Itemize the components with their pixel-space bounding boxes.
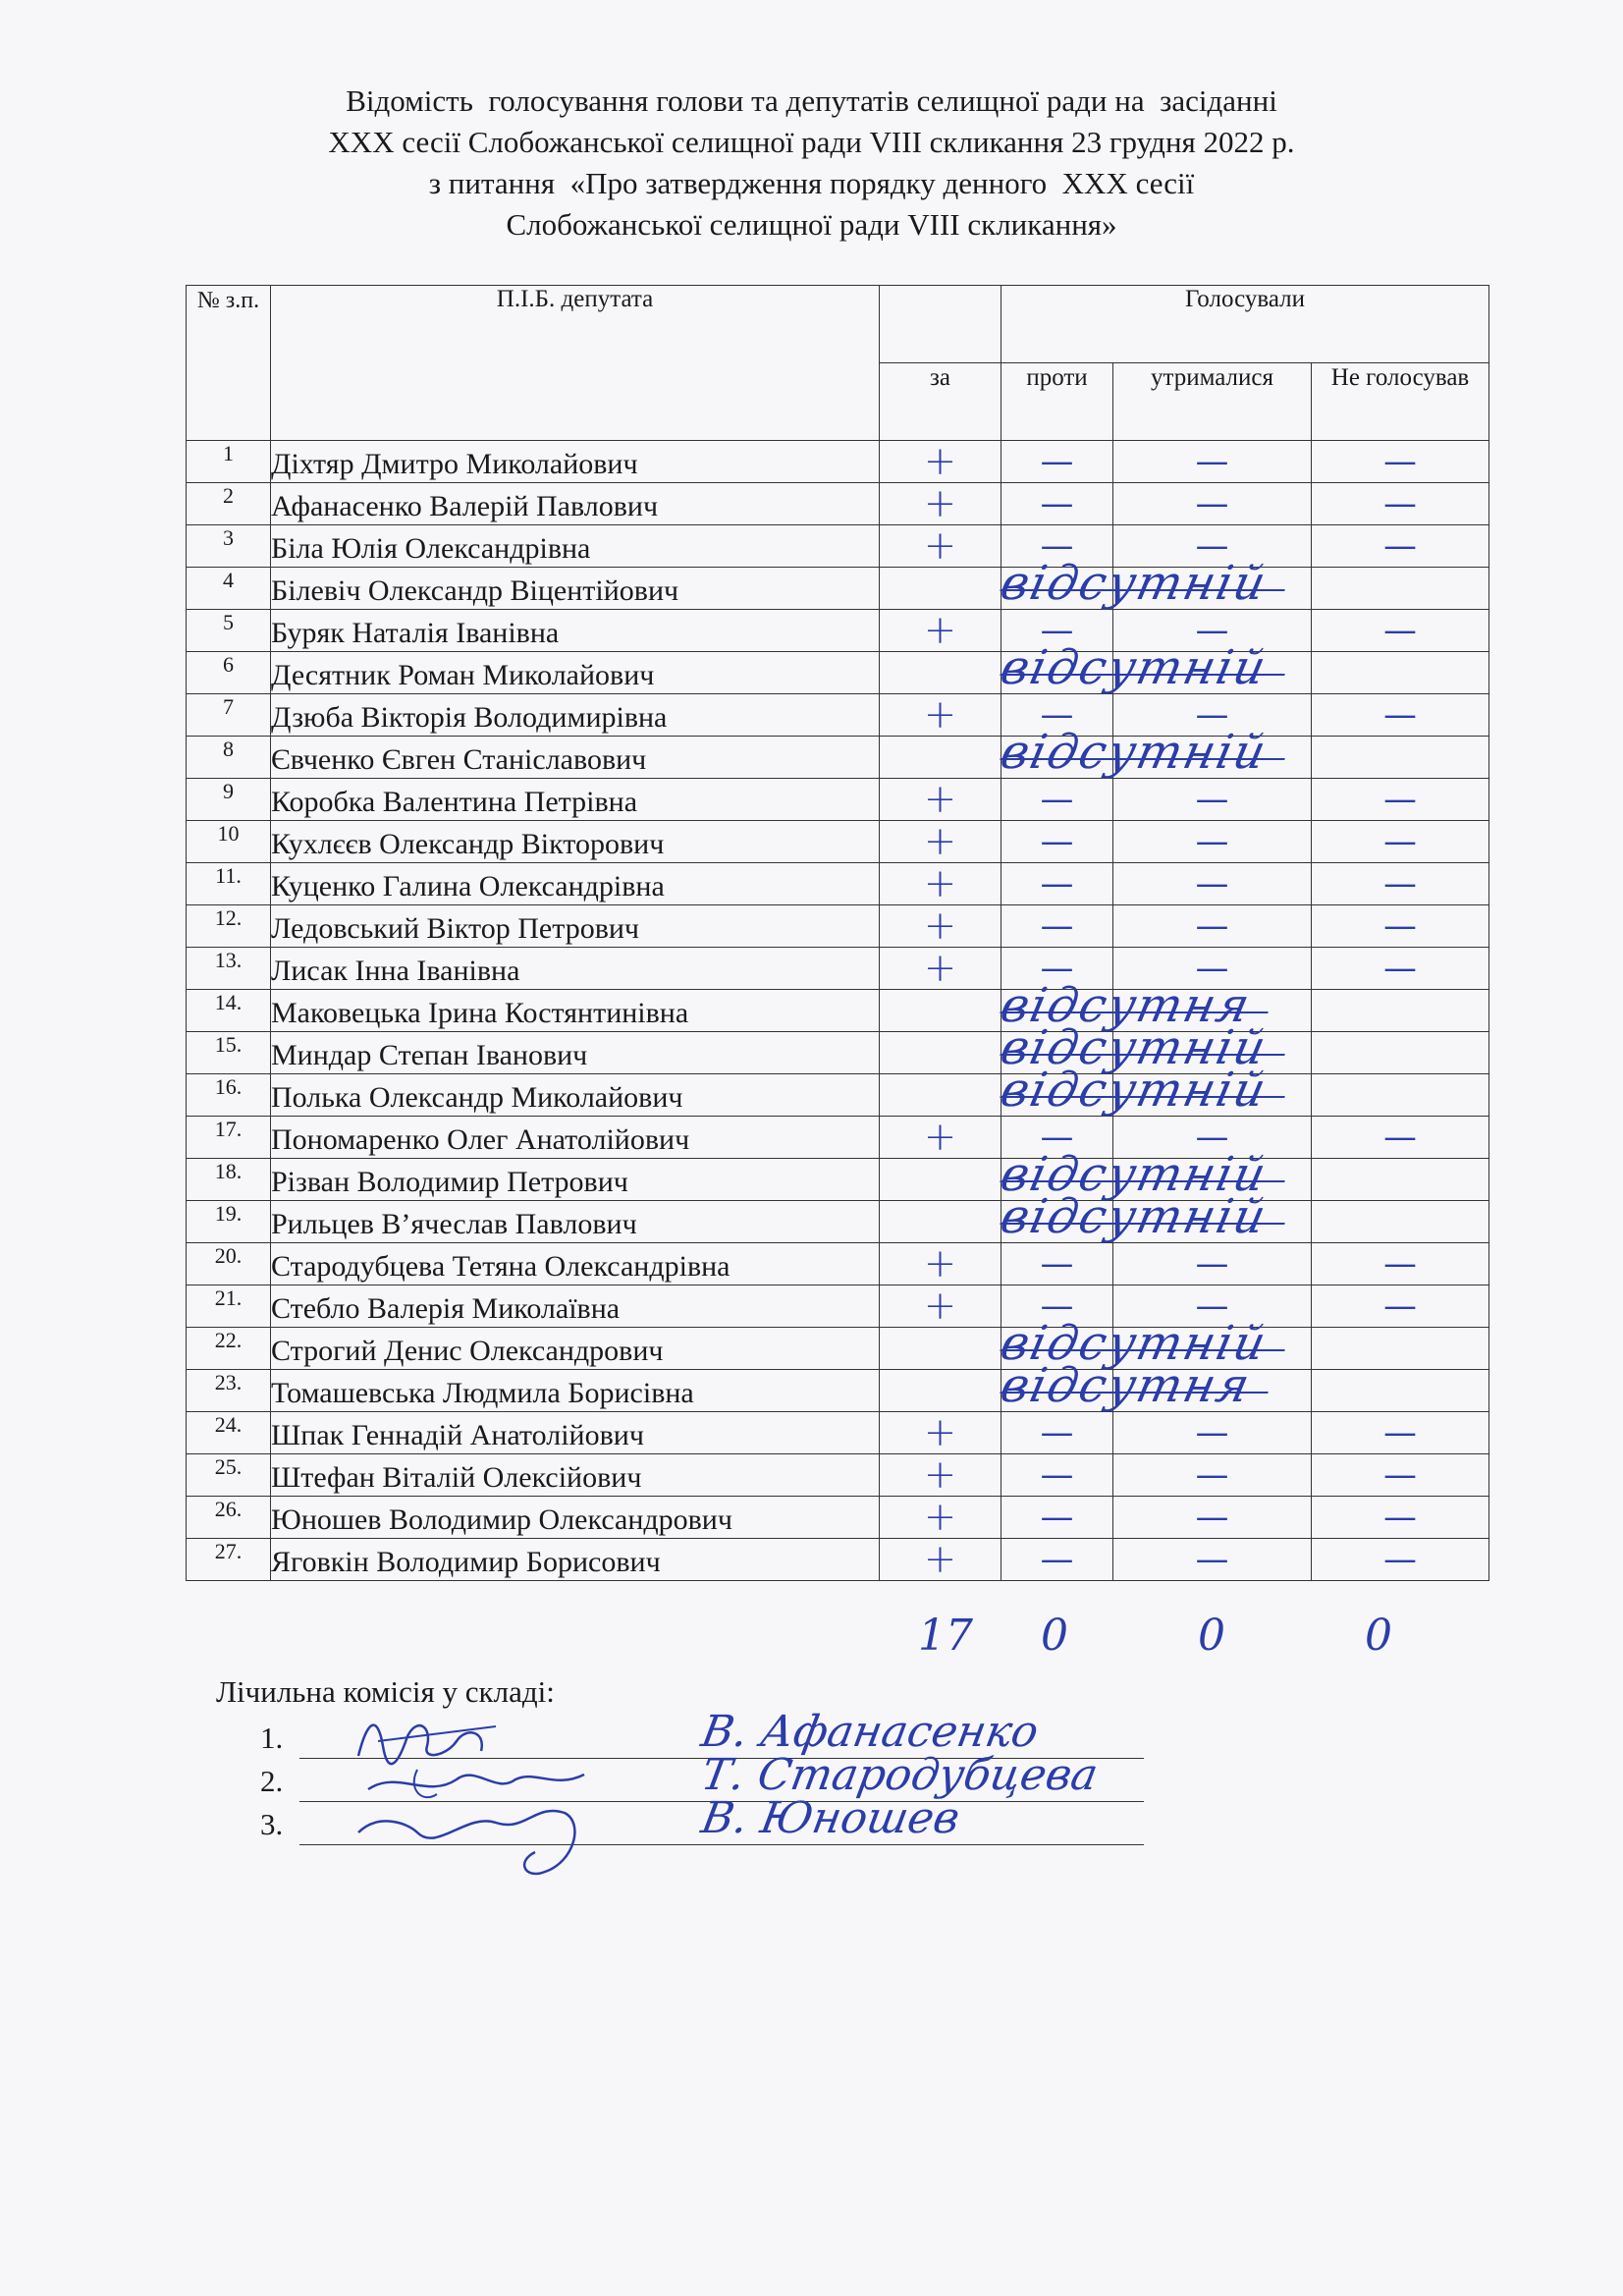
member-name: В. Афанасенко — [697, 1707, 1043, 1757]
deputy-name: Афанасенко Валерій Павлович — [271, 483, 880, 525]
vote-ne-cell — [1312, 1074, 1489, 1117]
member-index: 3. — [260, 1807, 284, 1841]
vote-ne-mark: — — [1312, 483, 1489, 525]
vote-ne-mark: — — [1312, 821, 1489, 863]
vote-proty-mark: — — [1001, 1117, 1113, 1159]
table-row — [187, 779, 1489, 821]
vote-ne-cell — [1312, 1370, 1489, 1412]
vote-ne-mark: — — [1312, 905, 1489, 948]
absent-cell — [996, 1189, 1272, 1244]
absent-note: відсутня — [996, 1358, 1257, 1413]
vote-proty-mark: — — [1001, 1285, 1113, 1328]
table-row — [187, 1117, 1489, 1159]
vote-za-cell — [880, 652, 1001, 694]
vote-proty-mark: — — [1001, 610, 1113, 652]
deputy-name: Строгий Денис Олександрович — [271, 1328, 880, 1370]
row-number: 8 — [187, 737, 271, 779]
vote-ne-cell — [1312, 737, 1489, 779]
row-number: 5 — [187, 610, 271, 652]
table-row — [187, 990, 1489, 1032]
vote-za-mark: + — [880, 441, 1001, 483]
vote-ne-cell — [1312, 1032, 1489, 1074]
vote-za-mark: + — [880, 1285, 1001, 1328]
deputy-name: Дзюба Вікторія Володимирівна — [271, 694, 880, 737]
vote-za-mark: + — [880, 1497, 1001, 1539]
absent-note: відсутня — [996, 978, 1257, 1033]
header-utrymalysia: утрималися — [1113, 363, 1312, 441]
deputy-name: Томашевська Людмила Борисівна — [271, 1370, 880, 1412]
table-row — [187, 1454, 1489, 1497]
vote-za-cell — [880, 1159, 1001, 1201]
vote-ne-mark: — — [1312, 1412, 1489, 1454]
vote-ne-mark: — — [1312, 1539, 1489, 1581]
deputy-name: Ледовський Віктор Петрович — [271, 905, 880, 948]
vote-ne-mark: — — [1312, 948, 1489, 990]
table-row — [187, 1201, 1489, 1243]
total-proty: 0 — [1041, 1611, 1068, 1661]
vote-za-cell — [880, 1328, 1001, 1370]
table-row — [187, 568, 1489, 610]
table-row — [187, 737, 1489, 779]
member-index: 2. — [260, 1764, 284, 1798]
vote-ne-cell — [1312, 1328, 1489, 1370]
row-number: 23. — [187, 1370, 271, 1412]
vote-utr-mark: — — [1113, 863, 1312, 905]
vote-proty-mark: — — [1001, 948, 1113, 990]
vote-utr-mark: — — [1113, 1243, 1312, 1285]
vote-ne-cell — [1312, 568, 1489, 610]
header-ne-holosuvav: Не голосував — [1312, 363, 1489, 441]
document-title — [0, 81, 1623, 246]
deputy-name: Пономаренко Олег Анатолійович — [271, 1117, 880, 1159]
title-line-1: Відомість голосування голови та депутатів селищної ради на засіданні — [346, 83, 1277, 118]
table-row — [187, 1328, 1489, 1370]
vote-ne-mark: — — [1312, 1454, 1489, 1497]
vote-proty-mark: — — [1001, 1454, 1113, 1497]
deputy-name: Коробка Валентина Петрівна — [271, 779, 880, 821]
deputy-name: Миндар Степан Іванович — [271, 1032, 880, 1074]
signature-3-icon — [339, 1793, 623, 1882]
vote-ne-mark: — — [1312, 525, 1489, 568]
vote-utr-mark: — — [1113, 483, 1312, 525]
vote-ne-mark: — — [1312, 1117, 1489, 1159]
vote-ne-cell — [1312, 1159, 1489, 1201]
deputy-name: Яговкін Володимир Борисович — [271, 1539, 880, 1581]
vote-utr-mark: — — [1113, 1454, 1312, 1497]
absent-cell — [996, 640, 1272, 695]
commission-member-3 — [260, 1793, 1144, 1850]
member-name: Т. Стародубцева — [697, 1750, 1102, 1800]
row-number: 25. — [187, 1454, 271, 1497]
total-ne: 0 — [1365, 1611, 1392, 1661]
vote-proty-mark: — — [1001, 483, 1113, 525]
vote-utr-mark: — — [1113, 905, 1312, 948]
deputy-name: Штефан Віталій Олексійович — [271, 1454, 880, 1497]
vote-utr-mark: — — [1113, 1285, 1312, 1328]
voting-table — [186, 285, 1489, 1581]
vote-za-mark: + — [880, 1454, 1001, 1497]
deputy-name: Буряк Наталія Іванівна — [271, 610, 880, 652]
row-number: 13. — [187, 948, 271, 990]
vote-ne-mark: — — [1312, 1285, 1489, 1328]
vote-za-mark: + — [880, 863, 1001, 905]
table-row — [187, 652, 1489, 694]
vote-utr-mark: — — [1113, 948, 1312, 990]
header-name: П.І.Б. депутата — [271, 286, 880, 441]
deputy-name: Шпак Геннадій Анатолійович — [271, 1412, 880, 1454]
vote-ne-mark: — — [1312, 1497, 1489, 1539]
vote-proty-mark: — — [1001, 863, 1113, 905]
deputy-name: Біла Юлія Олександрівна — [271, 525, 880, 568]
row-number: 22. — [187, 1328, 271, 1370]
vote-proty-mark: — — [1001, 779, 1113, 821]
table-row — [187, 821, 1489, 863]
vote-za-mark: + — [880, 1539, 1001, 1581]
vote-za-cell — [880, 990, 1001, 1032]
table-row — [187, 694, 1489, 737]
vote-utr-mark: — — [1113, 1117, 1312, 1159]
header-blank — [880, 286, 1001, 363]
row-number: 1 — [187, 441, 271, 483]
absent-cell — [996, 725, 1272, 780]
deputy-name: Лисак Інна Іванівна — [271, 948, 880, 990]
member-name: В. Юношев — [697, 1793, 964, 1843]
vote-za-cell — [880, 1074, 1001, 1117]
total-za: 17 — [918, 1611, 973, 1661]
row-number: 27. — [187, 1539, 271, 1581]
vote-utr-mark: — — [1113, 694, 1312, 737]
table-row — [187, 483, 1489, 525]
row-number: 19. — [187, 1201, 271, 1243]
absent-cell — [996, 1063, 1272, 1118]
deputy-name: Кухлєєв Олександр Вікторович — [271, 821, 880, 863]
row-number: 16. — [187, 1074, 271, 1117]
vote-za-mark: + — [880, 821, 1001, 863]
member-index: 1. — [260, 1721, 284, 1755]
row-number: 14. — [187, 990, 271, 1032]
row-number: 7 — [187, 694, 271, 737]
deputy-name: Різван Володимир Петрович — [271, 1159, 880, 1201]
vote-za-cell — [880, 568, 1001, 610]
vote-za-cell — [880, 1370, 1001, 1412]
vote-ne-mark: — — [1312, 441, 1489, 483]
vote-ne-cell — [1312, 990, 1489, 1032]
vote-za-mark: + — [880, 779, 1001, 821]
table-row — [187, 905, 1489, 948]
vote-ne-mark: — — [1312, 1243, 1489, 1285]
table-row — [187, 441, 1489, 483]
row-number: 17. — [187, 1117, 271, 1159]
row-number: 2 — [187, 483, 271, 525]
row-number: 15. — [187, 1032, 271, 1074]
vote-za-mark: + — [880, 483, 1001, 525]
absent-note: відсутній — [996, 1147, 1272, 1202]
row-number: 24. — [187, 1412, 271, 1454]
deputy-name: Діхтяр Дмитро Миколайович — [271, 441, 880, 483]
vote-ne-mark: — — [1312, 694, 1489, 737]
table-row — [187, 1370, 1489, 1412]
vote-za-mark: + — [880, 525, 1001, 568]
vote-proty-mark: — — [1001, 1243, 1113, 1285]
header-proty: проти — [1001, 363, 1113, 441]
vote-utr-mark: — — [1113, 821, 1312, 863]
vote-za-mark: + — [880, 948, 1001, 990]
vote-ne-mark: — — [1312, 863, 1489, 905]
total-utr: 0 — [1198, 1611, 1225, 1661]
vote-proty-mark: — — [1001, 525, 1113, 568]
vote-za-mark: + — [880, 610, 1001, 652]
header-za: за — [880, 363, 1001, 441]
vote-za-mark: + — [880, 1412, 1001, 1454]
vote-za-cell — [880, 1201, 1001, 1243]
vote-proty-mark: — — [1001, 1497, 1113, 1539]
vote-proty-mark: — — [1001, 821, 1113, 863]
row-number: 20. — [187, 1243, 271, 1285]
absent-note: відсутній — [996, 1189, 1272, 1244]
vote-za-cell — [880, 737, 1001, 779]
title-line-3: з питання «Про затвердження порядку денного XXX сесії — [428, 166, 1195, 200]
deputy-name: Юношев Володимир Олександрович — [271, 1497, 880, 1539]
vote-utr-mark: — — [1113, 441, 1312, 483]
title-line-2: XXX сесії Слобожанської селищної ради VIII скликання 23 грудня 2022 р. — [328, 125, 1295, 159]
table-row — [187, 525, 1489, 568]
title-line-4: Слобожанської селищної ради VIII скликання» — [506, 207, 1117, 242]
absent-note: відсутній — [996, 1316, 1272, 1371]
table-row — [187, 863, 1489, 905]
vote-proty-mark: — — [1001, 1539, 1113, 1581]
row-number: 18. — [187, 1159, 271, 1201]
vote-utr-mark: — — [1113, 525, 1312, 568]
table-row — [187, 1412, 1489, 1454]
vote-proty-mark: — — [1001, 441, 1113, 483]
row-number: 21. — [187, 1285, 271, 1328]
vote-utr-mark: — — [1113, 610, 1312, 652]
absent-note: відсутній — [996, 1020, 1272, 1075]
vote-za-mark: + — [880, 905, 1001, 948]
commission-label: Лічильна комісія у складі: — [216, 1674, 555, 1709]
vote-utr-mark: — — [1113, 1412, 1312, 1454]
deputy-name: Стебло Валерія Миколаївна — [271, 1285, 880, 1328]
table-row — [187, 1159, 1489, 1201]
vote-ne-cell — [1312, 1201, 1489, 1243]
vote-utr-mark: — — [1113, 1539, 1312, 1581]
table-row — [187, 1285, 1489, 1328]
row-number: 26. — [187, 1497, 271, 1539]
row-number: 6 — [187, 652, 271, 694]
vote-proty-mark: — — [1001, 694, 1113, 737]
absent-note: відсутній — [996, 556, 1272, 611]
row-number: 4 — [187, 568, 271, 610]
deputy-name: Полька Олександр Миколайович — [271, 1074, 880, 1117]
deputy-name: Рильцев В’ячеслав Павлович — [271, 1201, 880, 1243]
vote-totals — [0, 1611, 1623, 1669]
table-row — [187, 1539, 1489, 1581]
row-number: 10 — [187, 821, 271, 863]
header-voted: Голосували — [1001, 286, 1489, 363]
vote-ne-mark: — — [1312, 610, 1489, 652]
vote-za-mark: + — [880, 1117, 1001, 1159]
deputy-name: Маковецька Ірина Костянтинівна — [271, 990, 880, 1032]
table-row — [187, 1074, 1489, 1117]
table-row — [187, 1243, 1489, 1285]
absent-note: відсутній — [996, 640, 1272, 695]
vote-proty-mark: — — [1001, 905, 1113, 948]
vote-utr-mark: — — [1113, 779, 1312, 821]
deputy-name: Євченко Євген Станіславович — [271, 737, 880, 779]
absent-cell — [996, 1358, 1257, 1413]
vote-proty-mark: — — [1001, 1412, 1113, 1454]
header-num: № з.п. — [187, 286, 271, 441]
row-number: 3 — [187, 525, 271, 568]
vote-ne-mark: — — [1312, 779, 1489, 821]
absent-note: відсутній — [996, 1063, 1272, 1118]
row-number: 11. — [187, 863, 271, 905]
vote-za-mark: + — [880, 1243, 1001, 1285]
row-number: 9 — [187, 779, 271, 821]
table-row — [187, 948, 1489, 990]
vote-za-mark: + — [880, 694, 1001, 737]
deputy-name: Білевіч Олександр Віцентійович — [271, 568, 880, 610]
vote-za-cell — [880, 1032, 1001, 1074]
row-number: 12. — [187, 905, 271, 948]
absent-cell — [996, 556, 1272, 611]
vote-ne-cell — [1312, 652, 1489, 694]
deputy-name: Стародубцева Тетяна Олександрівна — [271, 1243, 880, 1285]
table-row — [187, 1032, 1489, 1074]
table-row — [187, 610, 1489, 652]
deputy-name: Десятник Роман Миколайович — [271, 652, 880, 694]
absent-note: відсутній — [996, 725, 1272, 780]
vote-utr-mark: — — [1113, 1497, 1312, 1539]
deputy-name: Куценко Галина Олександрівна — [271, 863, 880, 905]
table-row — [187, 1497, 1489, 1539]
